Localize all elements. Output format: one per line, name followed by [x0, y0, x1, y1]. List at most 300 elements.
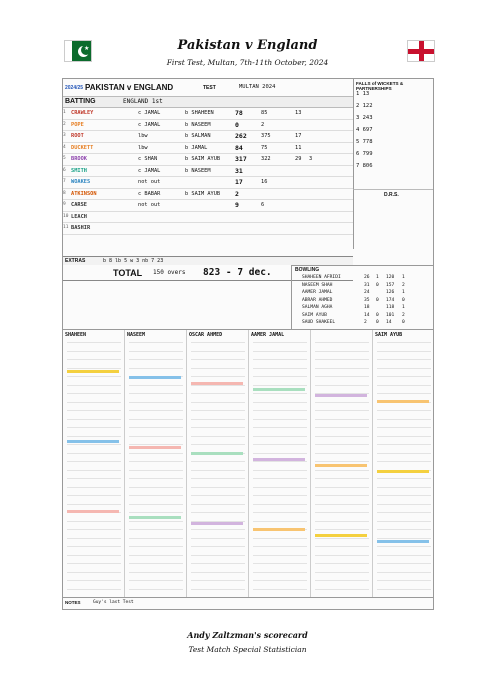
ruled-line [191, 512, 245, 513]
ruled-line [129, 589, 183, 590]
ruled-line [253, 546, 307, 547]
batter-balls: 16 [261, 179, 268, 185]
ruled-line [253, 342, 307, 343]
ruled-line [377, 461, 431, 462]
ruled-line [67, 359, 121, 360]
bowler-name: NASEEM SHAH [302, 282, 333, 288]
batter-num: 11 [63, 225, 69, 230]
batter-runs: 17 [235, 178, 243, 186]
ruled-line [253, 368, 307, 369]
season-label: 2024/25 [65, 85, 84, 91]
drs-label: D.R.S. [384, 192, 399, 198]
batting-row [63, 189, 353, 201]
fow-entry: 1 13 [356, 91, 370, 97]
highlight-mark [253, 528, 305, 531]
ruled-line [377, 546, 431, 547]
ruled-line [191, 393, 245, 394]
ruled-line [253, 359, 307, 360]
ruled-line [191, 563, 245, 564]
ruled-line [191, 419, 245, 420]
ruled-line [129, 546, 183, 547]
ruled-line [129, 470, 183, 471]
ruled-line [67, 487, 121, 488]
batter-num: 8 [63, 190, 66, 196]
ruled-line [253, 351, 307, 352]
highlight-mark [129, 376, 181, 379]
batter-runs: 0 [235, 120, 239, 129]
ruled-line [377, 419, 431, 420]
scorecard-header [63, 79, 353, 97]
ruled-line [377, 385, 431, 386]
ruled-line [129, 436, 183, 437]
ruled-line [315, 342, 369, 343]
ruled-line [129, 419, 183, 420]
batter-fours: 13 [295, 110, 302, 116]
highlight-mark [377, 470, 429, 473]
ruled-line [191, 487, 245, 488]
ruled-line [315, 461, 369, 462]
ruled-line [67, 444, 121, 445]
batter-how: c JAMAL [138, 110, 161, 116]
highlight-mark [191, 522, 243, 525]
batter-name: POPE [71, 121, 84, 128]
highlight-mark [315, 534, 367, 537]
ruled-line [253, 555, 307, 556]
total-overs: 150 overs [153, 269, 186, 276]
notes-row [63, 597, 434, 610]
ruled-line [67, 546, 121, 547]
ruled-line [191, 461, 245, 462]
ruled-line [129, 495, 183, 496]
batting-row [63, 120, 353, 132]
ruled-line [191, 351, 245, 352]
batting-table [63, 108, 353, 235]
fow-entry: 2 122 [356, 103, 373, 109]
falls-of-wickets [353, 79, 434, 189]
ruled-line [67, 580, 121, 581]
batter-runs: 2 [235, 189, 239, 198]
batting-row [63, 166, 353, 178]
ruled-line [253, 589, 307, 590]
ruled-line [67, 402, 121, 403]
batter-num: 7 [63, 179, 66, 184]
bowler-over-column [63, 330, 125, 598]
ruled-line [253, 461, 307, 462]
batter-how: not out [138, 202, 161, 208]
bowler-wkts: 1 [402, 290, 405, 295]
bowler-maidens: 0 [376, 312, 379, 318]
batter-runs: 78 [235, 109, 243, 117]
ruled-line [315, 359, 369, 360]
ruled-line [253, 580, 307, 581]
ruled-line [129, 385, 183, 386]
bowler-name: SHAHEEN AFRIDI [302, 275, 341, 280]
batter-bowler: b SAIM AYUB [185, 156, 221, 162]
ruled-line [253, 453, 307, 454]
fow-entry: 3 243 [356, 115, 373, 121]
ruled-line [377, 529, 431, 530]
ruled-line [377, 538, 431, 539]
ruled-line [253, 402, 307, 403]
ruled-line [253, 470, 307, 471]
bowler-runs: 126 [386, 290, 395, 295]
ruled-line [67, 521, 121, 522]
batter-runs: 84 [235, 143, 243, 152]
batter-bowler: b NASEEM [185, 121, 211, 128]
bowler-runs: 157 [386, 282, 395, 288]
ruled-line [191, 470, 245, 471]
ruled-line [377, 487, 431, 488]
ruled-line [191, 368, 245, 369]
highlight-mark [315, 394, 367, 397]
batter-how: c BABAR [138, 190, 161, 197]
ruled-line [377, 342, 431, 343]
column-heading: SAIM AYUB [375, 332, 403, 338]
ruled-line [315, 376, 369, 377]
ruled-line [253, 427, 307, 428]
extras-label: EXTRAS [65, 258, 86, 264]
batter-num: 4 [63, 144, 66, 150]
bowler-overs: 2 [364, 320, 367, 325]
highlight-mark [377, 540, 429, 543]
batter-bowler: b SALMAN [185, 133, 211, 139]
credit-name: Andy Zaltzman's scorecard [187, 630, 308, 640]
bowling-panel [291, 265, 434, 329]
bowler-runs: 14 [386, 320, 392, 325]
ruled-line [253, 512, 307, 513]
ruled-line [129, 538, 183, 539]
batter-balls: 2 [261, 121, 265, 128]
fow-label: FALLS of WICKETS & PARTNERSHIPS [356, 81, 404, 91]
ruled-line [67, 495, 121, 496]
bowler-overs: 14 [364, 312, 370, 318]
bowler-overs: 18 [364, 305, 370, 310]
match-label: PAKISTAN v ENGLAND [85, 83, 174, 92]
ruled-line [67, 461, 121, 462]
ruled-line [191, 410, 245, 411]
test-label: TEST [203, 85, 216, 91]
ruled-line [129, 342, 183, 343]
batting-row [63, 200, 353, 212]
ruled-line [191, 572, 245, 573]
ruled-line [191, 427, 245, 428]
bowler-wkts: 2 [402, 312, 405, 318]
ruled-line [315, 538, 369, 539]
ruled-line [191, 359, 245, 360]
ruled-line [377, 410, 431, 411]
bowler-name: AAMER JAMAL [302, 290, 333, 295]
ruled-line [191, 589, 245, 590]
ruled-line [253, 538, 307, 539]
highlight-mark [67, 510, 119, 513]
bowler-over-column [311, 330, 373, 598]
bowler-name: SAUD SHAKEEL [302, 320, 336, 325]
batter-num: 6 [63, 167, 66, 173]
ruled-line [129, 555, 183, 556]
batter-num: 9 [63, 202, 66, 207]
batter-balls: 375 [261, 133, 271, 139]
ruled-line [129, 453, 183, 454]
ruled-line [377, 453, 431, 454]
ruled-line [315, 504, 369, 505]
ruled-line [315, 470, 369, 471]
page-subtitle: First Test, Multan, 7th-11th October, 2024 [166, 58, 329, 67]
ruled-line [129, 461, 183, 462]
ruled-line [67, 385, 121, 386]
highlight-mark [67, 370, 119, 373]
batter-balls: 322 [261, 156, 271, 162]
bowler-overs: 26 [364, 275, 370, 280]
ruled-line [67, 453, 121, 454]
ruled-line [253, 385, 307, 386]
bowler-runs: 101 [386, 312, 395, 318]
batter-how: c JAMAL [138, 167, 161, 174]
ruled-line [315, 529, 369, 530]
ruled-line [253, 393, 307, 394]
highlight-mark [129, 516, 181, 519]
ruled-line [129, 351, 183, 352]
ruled-line [191, 478, 245, 479]
ruled-line [315, 453, 369, 454]
batting-row [63, 223, 353, 235]
ruled-line [253, 410, 307, 411]
column-heading: NASEEM [127, 332, 146, 338]
ruled-line [253, 487, 307, 488]
ruled-line [315, 512, 369, 513]
batter-bowler: b JAMAL [185, 144, 208, 151]
ruled-line [377, 512, 431, 513]
team-innings-label: ENGLAND 1st [123, 98, 163, 105]
batter-name: ATKINSON [71, 190, 97, 197]
extras-row [63, 256, 353, 265]
extras-value: b 8 lb 5 w 3 nb 7 23 [103, 258, 164, 264]
ruled-line [67, 555, 121, 556]
batter-name: CRAWLEY [71, 110, 94, 116]
ruled-line [253, 572, 307, 573]
credit-role: Test Match Special Statistician [188, 645, 307, 654]
ruled-line [315, 580, 369, 581]
ruled-line [191, 529, 245, 530]
bowler-wkts: 1 [402, 305, 405, 310]
ruled-line [191, 402, 245, 403]
batting-row [63, 131, 353, 143]
batting-row [63, 108, 353, 120]
bowler-maidens: 0 [376, 320, 379, 325]
batter-bowler: b SAIM AYUB [185, 190, 221, 197]
ruled-line [129, 504, 183, 505]
ruled-line [315, 427, 369, 428]
ruled-line [315, 385, 369, 386]
bowler-over-column [125, 330, 187, 598]
total-score: 823 - 7 dec. [203, 267, 272, 278]
batter-runs: 9 [235, 201, 239, 209]
ruled-line [253, 419, 307, 420]
ruled-line [129, 563, 183, 564]
bowler-name: SALMAN AGHA [302, 305, 333, 310]
ruled-line [377, 589, 431, 590]
batter-name: LEACH [71, 213, 87, 220]
ruled-line [377, 393, 431, 394]
batter-balls: 75 [261, 144, 268, 151]
batter-name: BASHIR [71, 225, 91, 231]
ruled-line [67, 427, 121, 428]
ruled-line [129, 478, 183, 479]
ruled-line [315, 419, 369, 420]
drs-panel [353, 189, 434, 249]
bowler-over-column [187, 330, 249, 598]
ruled-line [67, 351, 121, 352]
highlight-mark [191, 452, 243, 455]
batter-how: lbw [138, 144, 148, 151]
ruled-line [253, 495, 307, 496]
ruled-line [67, 529, 121, 530]
ruled-line [191, 436, 245, 437]
bowler-wkts: 0 [402, 320, 405, 325]
batter-how: c SHAN [138, 156, 158, 162]
ruled-line [315, 546, 369, 547]
bowler-runs: 120 [386, 275, 395, 280]
ruled-line [315, 444, 369, 445]
notes-text: Guy's last Test [93, 600, 134, 605]
ruled-line [315, 555, 369, 556]
batter-balls: 6 [261, 202, 265, 208]
batter-fours: 11 [295, 144, 302, 151]
ruled-line [315, 487, 369, 488]
ruled-line [377, 504, 431, 505]
ruled-line [377, 351, 431, 352]
ruled-line [129, 410, 183, 411]
ruled-line [253, 521, 307, 522]
ruled-line [377, 359, 431, 360]
bowler-name: SAIM AYUB [302, 312, 327, 318]
ruled-line [67, 410, 121, 411]
ruled-line [67, 478, 121, 479]
ruled-line [253, 478, 307, 479]
ruled-line [315, 572, 369, 573]
batter-bowler: b SHAHEEN [185, 110, 214, 116]
notes-label: NOTES [65, 600, 81, 605]
batter-how: not out [138, 179, 161, 185]
ruled-line [67, 504, 121, 505]
ruled-line [377, 580, 431, 581]
batter-name: DUCKETT [71, 144, 94, 151]
ruled-line [67, 563, 121, 564]
batter-num: 10 [63, 213, 69, 219]
ruled-line [67, 470, 121, 471]
batter-runs: 317 [235, 155, 247, 163]
ruled-line [129, 359, 183, 360]
ruled-line [315, 402, 369, 403]
ruled-line [129, 521, 183, 522]
pakistan-flag-icon: ★ [64, 40, 92, 62]
bowler-wkts: 1 [402, 275, 405, 280]
bowler-wkts: 2 [402, 282, 405, 288]
fow-entry: 7 806 [356, 163, 373, 169]
ruled-line [377, 436, 431, 437]
ruled-line [129, 487, 183, 488]
ruled-line [67, 368, 121, 369]
batter-name: WOAKES [71, 179, 91, 185]
ruled-line [315, 436, 369, 437]
highlight-mark [315, 464, 367, 467]
fow-entry: 4 697 [356, 127, 373, 133]
highlight-mark [191, 382, 243, 385]
ruled-line [253, 444, 307, 445]
ruled-line [191, 555, 245, 556]
batting-label: BATTING [65, 98, 96, 105]
ruled-line [253, 563, 307, 564]
highlight-mark [67, 440, 119, 443]
ruled-line [67, 538, 121, 539]
batting-row [63, 154, 353, 166]
ruled-line [315, 589, 369, 590]
ruled-line [129, 427, 183, 428]
ruled-line [129, 402, 183, 403]
bowler-maidens: 1 [376, 275, 379, 280]
venue-label: MULTAN 2024 [239, 84, 276, 90]
column-heading: SHAHEEN [65, 332, 87, 338]
ruled-line [315, 351, 369, 352]
column-heading: OSCAR AHMED [189, 332, 223, 338]
bowler-runs: 118 [386, 305, 395, 310]
bowler-overs: 31 [364, 282, 370, 288]
ruled-line [67, 376, 121, 377]
ruled-line [191, 444, 245, 445]
ruled-line [377, 495, 431, 496]
ruled-line [253, 436, 307, 437]
bowler-over-column [373, 330, 434, 598]
ruled-line [67, 393, 121, 394]
ruled-line [377, 521, 431, 522]
batter-how: c JAMAL [138, 121, 161, 128]
ruled-line [191, 546, 245, 547]
ruled-line [67, 436, 121, 437]
over-by-over-grid [63, 329, 434, 597]
ruled-line [377, 368, 431, 369]
batter-num: 2 [63, 121, 66, 127]
ruled-line [67, 572, 121, 573]
ruled-line [129, 529, 183, 530]
ruled-line [129, 393, 183, 394]
batter-bowler: b NASEEM [185, 167, 211, 174]
page-title: Pakistan v England [177, 38, 318, 53]
ruled-line [191, 342, 245, 343]
batter-name: SMITH [71, 167, 87, 174]
ruled-line [129, 580, 183, 581]
ruled-line [253, 504, 307, 505]
batter-name: BROOK [71, 156, 87, 162]
ruled-line [315, 478, 369, 479]
ruled-line [129, 368, 183, 369]
bowler-maidens: 0 [376, 282, 379, 288]
batter-runs: 262 [235, 132, 247, 140]
bowler-over-column [249, 330, 311, 598]
highlight-mark [129, 446, 181, 449]
ruled-line [377, 478, 431, 479]
ruled-line [253, 376, 307, 377]
ruled-line [377, 444, 431, 445]
ruled-line [377, 376, 431, 377]
ruled-line [377, 427, 431, 428]
highlight-mark [253, 458, 305, 461]
fow-entry: 6 799 [356, 151, 373, 157]
column-heading: AAMER JAMAL [251, 332, 285, 338]
batting-row [63, 212, 353, 224]
batter-balls: 85 [261, 110, 268, 116]
batter-fours: 17 [295, 133, 302, 139]
ruled-line [67, 419, 121, 420]
ruled-line [129, 512, 183, 513]
